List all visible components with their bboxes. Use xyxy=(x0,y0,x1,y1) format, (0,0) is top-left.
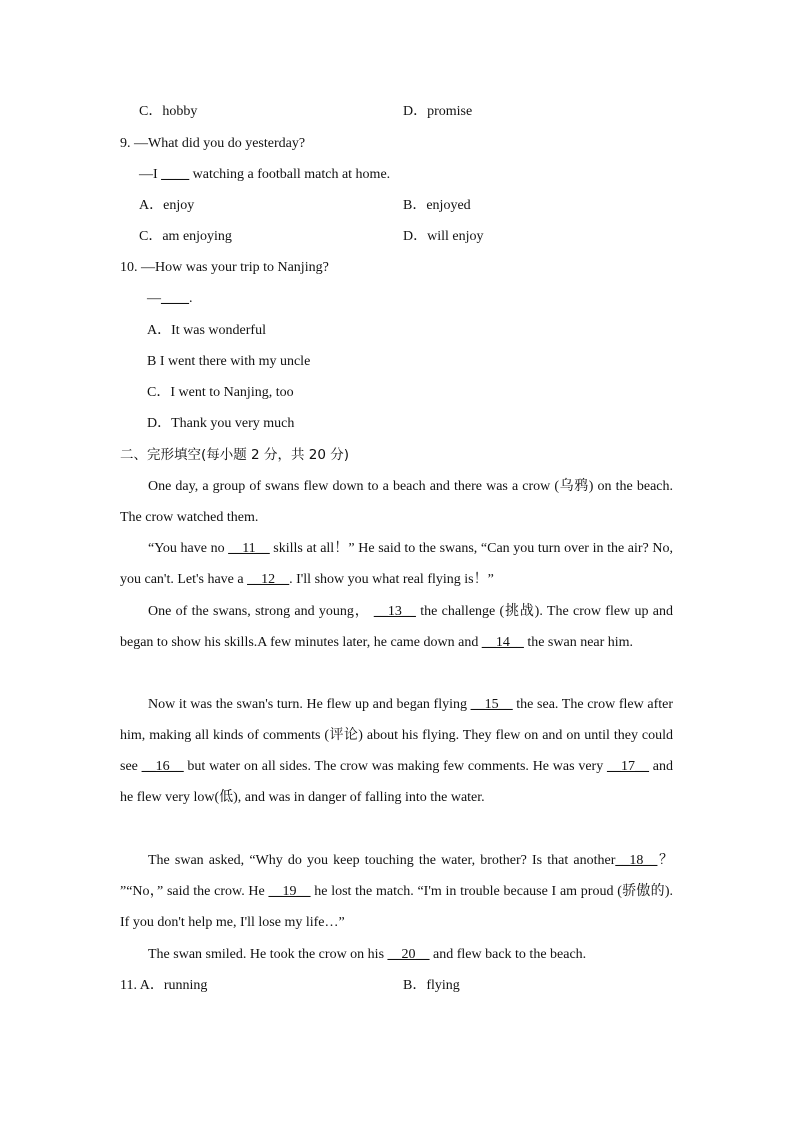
p5-text-c: he lost the match. “I'm in trouble because I am proud (骄傲的). If you don't help me, I'll lose my life…” xyxy=(120,884,673,930)
passage-paragraph-5 xyxy=(120,845,673,938)
p3-text-b: the challenge (挑战). The crow flew up and began to show his skills.A few minutes later, he came down and xyxy=(120,604,673,650)
q9-reply-suffix: watching a football match at home. xyxy=(189,167,391,182)
p6-text-b: and flew back to the beach. xyxy=(429,947,587,962)
q10-option-b: B I went there with my uncle xyxy=(147,354,311,369)
p5-text-b: ？ ”“No，” said the crow. He xyxy=(120,853,674,899)
p2-text-b: skills at all！” He said to the swans, “Can you turn over in the air? No, you can't. Let's have a xyxy=(120,541,673,587)
q10-option-d: D．Thank you very much xyxy=(147,416,295,431)
blank-12: __12__ xyxy=(247,572,290,587)
q9-blank: ____ xyxy=(161,167,190,182)
p4-text-c: but water on all sides. The crow was making few comments. He was very xyxy=(183,759,607,774)
q10-stem: 10. —How was your trip to Nanjing? xyxy=(120,260,329,275)
p3-text-c: the swan near him. xyxy=(523,635,634,650)
passage-paragraph-4 xyxy=(120,689,673,813)
blank-13: __13__ xyxy=(373,604,416,619)
q9-option-c: C．am enjoying xyxy=(139,229,232,244)
q8-option-d: D．promise xyxy=(403,104,473,119)
q10-option-a: A．It was wonderful xyxy=(147,323,266,338)
blank-17: __17__ xyxy=(607,759,649,774)
blank-14: __14__ xyxy=(481,635,524,650)
q11-option-a: 11. A．running xyxy=(120,978,208,993)
p4-text-a: Now it was the swan's turn. He flew up and began flying xyxy=(148,697,471,712)
blank-15: __15__ xyxy=(470,697,513,712)
blank-20: __20__ xyxy=(387,947,430,962)
q10-option-c: C．I went to Nanjing, too xyxy=(147,385,294,400)
passage-paragraph-6 xyxy=(120,939,673,970)
p6-text-a: The swan smiled. He took the crow on his xyxy=(148,947,388,962)
passage-paragraph-3 xyxy=(120,596,673,658)
q11-option-b: B．flying xyxy=(403,978,460,993)
p3-text-a: One of the swans, strong and young， xyxy=(148,604,374,619)
blank-19: __19__ xyxy=(268,884,311,899)
blank-18: __18__ xyxy=(615,853,658,868)
q9-reply xyxy=(139,166,390,184)
p4-text-d: and he flew very low(低), and was in danger of falling into the water. xyxy=(120,759,673,805)
blank-11: __11__ xyxy=(228,541,270,556)
p4-text-b: the sea. The crow flew after him, making all kinds of comments (评论) about his flying. They flew on and on until they could see xyxy=(120,697,673,774)
q10-blank: ____ xyxy=(161,291,189,306)
p2-text-c: . I'll show you what real flying is！” xyxy=(289,572,494,587)
passage-paragraph-2 xyxy=(120,533,673,595)
p2-text-a: “You have no xyxy=(148,541,229,556)
q10-reply-prefix: — xyxy=(147,291,161,306)
q9-option-d: D．will enjoy xyxy=(403,229,484,244)
q9-option-a: A．enjoy xyxy=(139,198,195,213)
q9-stem: 9. —What did you do yesterday? xyxy=(120,136,306,151)
q9-option-b: B．enjoyed xyxy=(403,198,471,213)
q10-reply-suffix: . xyxy=(189,291,193,306)
q9-reply-prefix: —I xyxy=(139,167,162,182)
section2-title: 二、完形填空(每小题 2 分，共 20 分) xyxy=(120,447,349,463)
q10-reply xyxy=(147,290,193,308)
p5-text-a: The swan asked, “Why do you keep touching the water, brother? Is that another xyxy=(148,853,616,868)
q8-option-c: C．hobby xyxy=(139,104,198,119)
passage-paragraph-1: One day, a group of swans flew down to a beach and there was a crow (乌鸦) on the beach. The crow watched them. xyxy=(120,479,673,525)
blank-16: __16__ xyxy=(141,759,184,774)
